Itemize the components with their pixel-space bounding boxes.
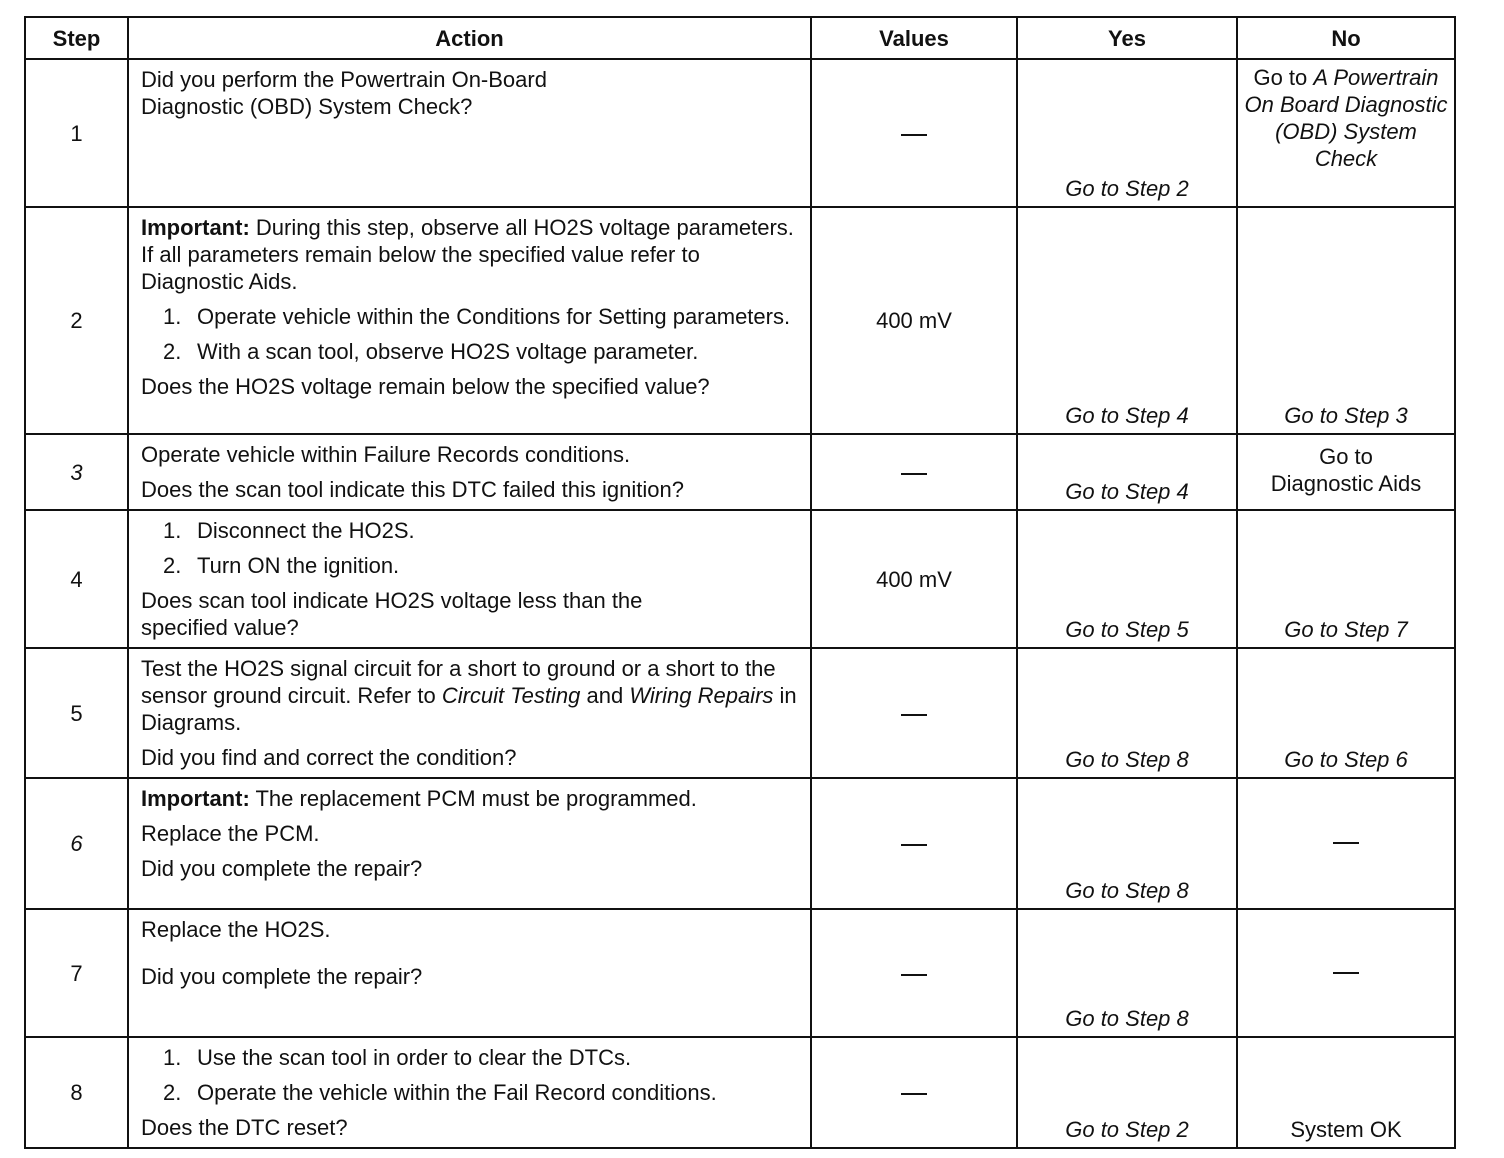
list-item [141,338,800,365]
list-number: 2. [163,1080,182,1105]
value-dash [901,473,927,475]
no-link-obd-check[interactable]: A Powertrain On Board Diagnostic (OBD) System Check [1244,65,1448,171]
step-number: 1 [25,59,128,207]
list-item [141,552,800,579]
yes-link[interactable]: Go to Step 5 [1017,510,1237,648]
list-text: With a scan tool, observe HO2S voltage parameter. [197,339,699,364]
value-dash [901,974,927,976]
action-question: Does the DTC reset? [141,1115,348,1140]
table-row [25,207,1455,434]
table-row [25,648,1455,778]
table-row [25,59,1455,207]
no-link-prefix: Go to [1253,65,1314,90]
value-cell [811,778,1017,909]
list-item [141,1079,800,1106]
list-item [141,517,800,544]
action-text: Replace the HO2S. [141,917,331,942]
value-dash [901,1093,927,1095]
action-question: Did you find and correct the condition? [141,745,517,770]
action-cell [128,510,811,648]
table-row [25,510,1455,648]
no-cell [1237,778,1455,909]
no-dash [1333,972,1359,974]
step-number: 3 [25,434,128,510]
no-link-line2: Diagnostic Aids [1270,471,1422,496]
yes-link[interactable]: Go to Step 8 [1017,778,1237,909]
action-question: Did you complete the repair? [141,856,423,881]
step-number: 4 [25,510,128,648]
important-note [141,214,800,295]
no-link-line1: Go to [1319,444,1373,469]
ref-circuit-testing[interactable]: Circuit Testing [441,683,581,708]
value-cell [811,648,1017,778]
yes-link[interactable]: Go to Step 8 [1017,909,1237,1037]
important-text: During this step, observe all HO2S voltage parameters. If all parameters remain below the specified value refer to Diagnostic Aids. [141,215,794,294]
value-dash [901,134,927,136]
no-result: System OK [1237,1037,1455,1148]
important-label: Important: [141,215,250,240]
action-cell [128,207,811,434]
list-number: 2. [163,553,182,578]
value-cell [811,59,1017,207]
list-text: Disconnect the HO2S. [197,518,415,543]
action-cell [128,909,811,1037]
diagnostic-table [24,16,1456,1149]
value-cell [811,1037,1017,1148]
action-text: Did you perform the Powertrain On-Board Diagnostic (OBD) System Check? [141,67,547,119]
no-link[interactable] [1237,434,1455,510]
list-number: 1. [163,518,182,543]
yes-link[interactable]: Go to Step 4 [1017,434,1237,510]
no-link[interactable]: Go to Step 6 [1237,648,1455,778]
step-number: 2 [25,207,128,434]
table-row [25,1037,1455,1148]
yes-link[interactable]: Go to Step 2 [1017,1037,1237,1148]
header-row [25,17,1455,59]
important-label: Important: [141,786,250,811]
step-number: 5 [25,648,128,778]
important-note [141,785,800,812]
value-cell: 400 mV [811,207,1017,434]
action-text-part: and [580,683,630,708]
value-dash [901,844,927,846]
ref-wiring-repairs[interactable]: Wiring Repairs [629,683,774,708]
action-text-part: in Diagrams. [141,683,797,735]
header-yes: Yes [1017,17,1237,59]
list-item [141,303,800,330]
list-number: 1. [163,1045,182,1070]
action-text-part: Test the HO2S signal circuit for a short to ground or a short to the sensor ground circuit. Refer to [141,656,776,708]
action-cell [128,1037,811,1148]
table-row [25,778,1455,909]
header-step: Step [25,17,128,59]
yes-link[interactable]: Go to Step 8 [1017,648,1237,778]
list-number: 1. [163,304,182,329]
value-cell [811,434,1017,510]
important-text: The replacement PCM must be programmed. [249,786,697,811]
table-row [25,434,1455,510]
list-text: Operate vehicle within the Conditions for Setting parameters. [197,304,791,329]
no-link[interactable]: Go to Step 7 [1237,510,1455,648]
no-link[interactable]: Go to Step 3 [1237,207,1455,434]
yes-link[interactable]: Go to Step 2 [1017,59,1237,207]
action-question: Did you complete the repair? [141,964,423,989]
list-number: 2. [163,339,182,364]
step-number: 8 [25,1037,128,1148]
no-dash [1333,842,1359,844]
action-cell [128,648,811,778]
action-cell [128,59,811,207]
value-cell: 400 mV [811,510,1017,648]
list-text: Use the scan tool in order to clear the DTCs. [197,1045,632,1070]
header-values: Values [811,17,1017,59]
value-dash [901,714,927,716]
action-text: Operate vehicle within Failure Records conditions. [141,442,631,467]
list-item [141,1044,800,1071]
step-number: 6 [25,778,128,909]
header-no: No [1237,17,1455,59]
action-cell [128,434,811,510]
value-cell [811,909,1017,1037]
action-question: Does the scan tool indicate this DTC failed this ignition? [141,477,684,502]
header-action: Action [128,17,811,59]
step-number: 7 [25,909,128,1037]
action-question: Does the HO2S voltage remain below the specified value? [141,374,710,399]
action-text: Replace the PCM. [141,821,320,846]
list-text: Operate the vehicle within the Fail Record conditions. [197,1080,717,1105]
yes-link[interactable]: Go to Step 4 [1017,207,1237,434]
action-cell [128,778,811,909]
action-text [141,655,800,736]
table-row [25,909,1455,1037]
no-cell [1237,59,1455,207]
action-question: Does scan tool indicate HO2S voltage less than the specified value? [141,588,643,640]
no-cell [1237,909,1455,1037]
list-text: Turn ON the ignition. [197,553,400,578]
